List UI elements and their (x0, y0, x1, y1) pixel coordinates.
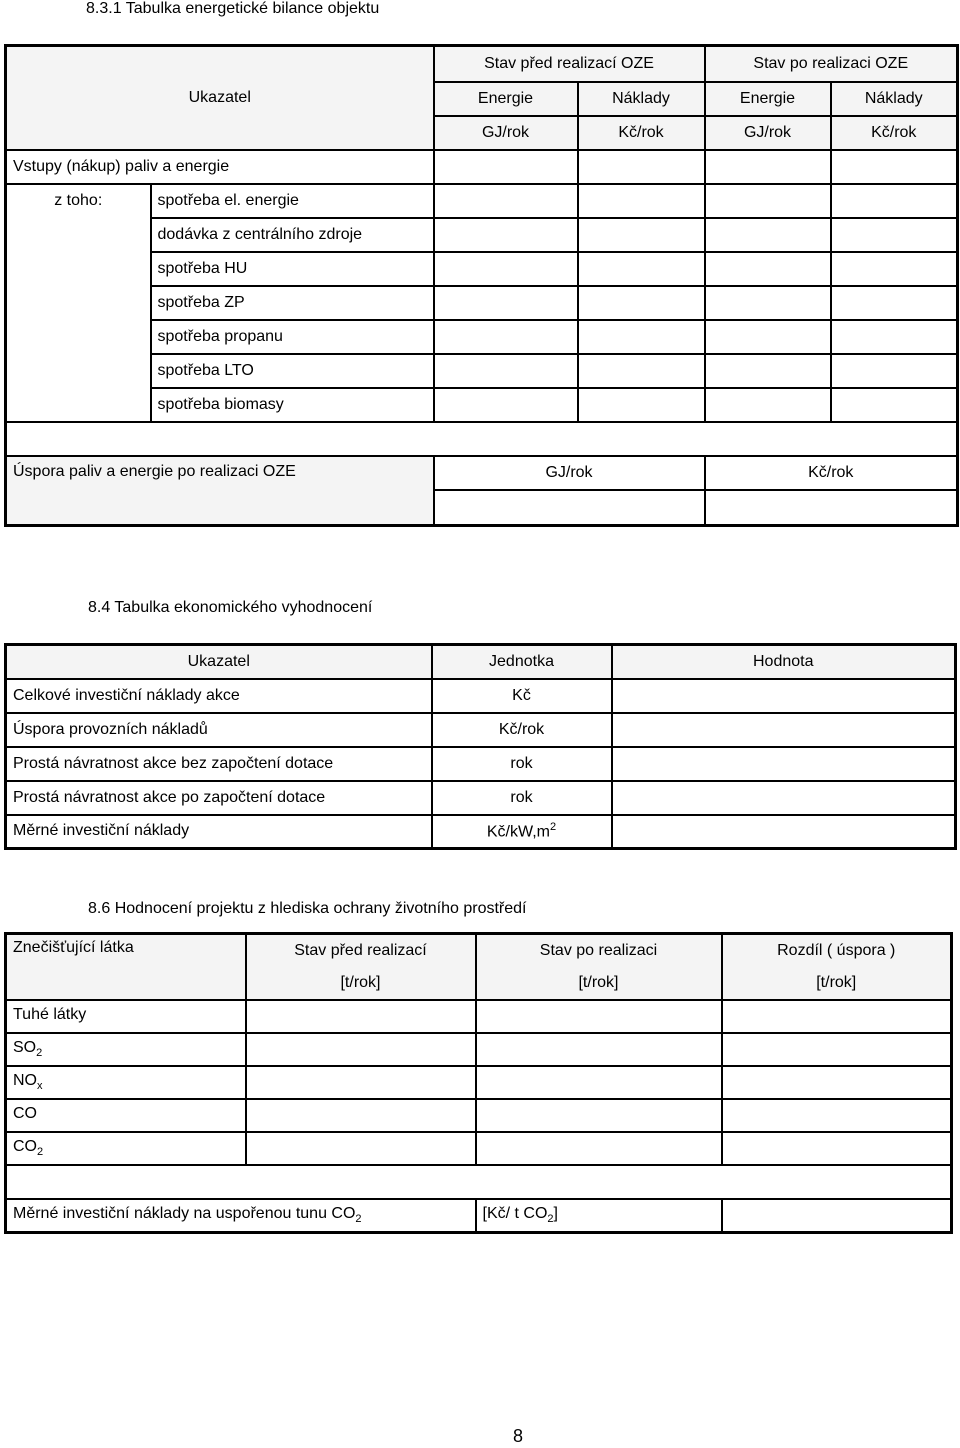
value-cell (246, 1000, 476, 1033)
value-cell (578, 218, 705, 252)
value-cell (434, 184, 578, 218)
vstupy-label: Vstupy (nákup) paliv a energie (6, 150, 434, 184)
value-cell (434, 252, 578, 286)
value-cell (612, 747, 956, 781)
row-label: spotřeba HU (151, 252, 434, 286)
row-label: spotřeba biomasy (151, 388, 434, 422)
pollutant-sub: 2 (36, 1047, 43, 1060)
value-cell (476, 1066, 722, 1099)
value-cell (476, 1033, 722, 1066)
value-cell (246, 1033, 476, 1066)
pollutant-label (6, 1099, 246, 1132)
value-cell (722, 1000, 952, 1033)
value-cell (476, 1099, 722, 1132)
row-label: spotřeba propanu (151, 320, 434, 354)
pollutant-name: CO (13, 1104, 37, 1122)
pollutant-label (6, 1132, 246, 1165)
value-cell (705, 286, 831, 320)
unit-kc-pred: Kč/rok (578, 116, 705, 150)
row-unit (432, 815, 612, 849)
value-cell (722, 1099, 952, 1132)
unit-sup: 2 (549, 821, 557, 834)
env-table-title: 8.6 Hodnocení projektu z hlediska ochrany životního prostředí (88, 900, 527, 917)
value-cell (831, 320, 958, 354)
value-cell (722, 1199, 952, 1233)
measure-label (6, 1199, 476, 1233)
economic-table-title: 8.4 Tabulka ekonomického vyhodnocení (88, 599, 373, 616)
value-cell (578, 184, 705, 218)
value-cell (434, 218, 578, 252)
pollutant-name: NO (13, 1071, 37, 1089)
measure-unit-sub: 2 (547, 1213, 554, 1226)
row-unit: Kč (432, 679, 612, 713)
page-number: 8 (513, 1426, 524, 1446)
value-cell (831, 388, 958, 422)
energy-balance-table (4, 44, 959, 527)
value-cell (831, 286, 958, 320)
value-cell (578, 150, 705, 184)
value-cell (612, 679, 956, 713)
header-naklady-pred: Náklady (578, 82, 705, 116)
value-cell (434, 388, 578, 422)
value-cell (722, 1132, 952, 1165)
value-cell (434, 286, 578, 320)
environment-table (4, 932, 953, 1234)
row-label: spotřeba LTO (151, 354, 434, 388)
unit-kc-po: Kč/rok (831, 116, 958, 150)
pollutant-label (6, 1066, 246, 1099)
value-cell (578, 354, 705, 388)
value-cell (246, 1132, 476, 1165)
value-cell (705, 252, 831, 286)
value-cell (705, 320, 831, 354)
unit-po: [t/rok] (476, 967, 722, 1000)
unit-rozdil: [t/rok] (722, 967, 952, 1000)
value-cell (578, 320, 705, 354)
pollutant-sub: x (37, 1080, 43, 1093)
header-hodnota: Hodnota (612, 645, 956, 679)
uspora-kc-header: Kč/rok (705, 456, 958, 490)
value-cell (831, 354, 958, 388)
unit-pred: [t/rok] (246, 967, 476, 1000)
row-label: Celkové investiční náklady akce (6, 679, 432, 713)
value-cell (434, 354, 578, 388)
energy-table-title: 8.3.1 Tabulka energetické bilance objektu (86, 0, 380, 17)
value-cell (705, 388, 831, 422)
row-label: Měrné investiční náklady (6, 815, 432, 849)
economic-table (4, 643, 957, 850)
header-stav-po: Stav po realizaci (476, 934, 722, 967)
unit-gj-po: GJ/rok (705, 116, 831, 150)
header-ukazatel: Ukazatel (6, 46, 434, 150)
value-cell (434, 320, 578, 354)
header-stav-pred: Stav před realizací (246, 934, 476, 967)
row-unit: rok (432, 781, 612, 815)
header-energie-pred: Energie (434, 82, 578, 116)
row-unit: rok (432, 747, 612, 781)
row-label: Prostá návratnost akce bez započtení dotace (6, 747, 432, 781)
pollutant-name: SO (13, 1038, 37, 1056)
value-cell (476, 1000, 722, 1033)
row-label: Úspora provozních nákladů (6, 713, 432, 747)
header-rozdil: Rozdíl ( úspora ) (722, 934, 952, 967)
row-label: spotřeba el. energie (151, 184, 434, 218)
measure-text: Měrné investiční náklady na uspořenou tunu CO (13, 1205, 356, 1223)
value-cell (612, 781, 956, 815)
header-energie-po: Energie (705, 82, 831, 116)
pollutant-sub: 2 (37, 1146, 44, 1159)
spacer-row (6, 1165, 952, 1199)
value-cell (246, 1066, 476, 1099)
value-cell (722, 1066, 952, 1099)
pollutant-name: CO (13, 1137, 37, 1155)
uspora-kc-value (705, 490, 958, 526)
unit-text: Kč/kW,m (486, 823, 550, 841)
value-cell (578, 286, 705, 320)
value-cell (434, 150, 578, 184)
measure-unit-end: ] (553, 1205, 558, 1223)
z-toho-label: z toho: (6, 184, 151, 422)
pollutant-name: Tuhé látky (13, 1005, 87, 1023)
row-label: Prostá návratnost akce po započtení dotace (6, 781, 432, 815)
measure-unit-text: [Kč/ t CO (482, 1205, 548, 1223)
value-cell (831, 252, 958, 286)
value-cell (831, 150, 958, 184)
value-cell (705, 150, 831, 184)
value-cell (612, 815, 956, 849)
value-cell (705, 218, 831, 252)
measure-unit (476, 1199, 722, 1233)
header-stav-po: Stav po realizaci OZE (705, 46, 958, 82)
uspora-gj-value (434, 490, 705, 526)
measure-sub: 2 (355, 1213, 362, 1226)
row-label: dodávka z centrálního zdroje (151, 218, 434, 252)
value-cell (612, 713, 956, 747)
value-cell (578, 388, 705, 422)
row-unit: Kč/rok (432, 713, 612, 747)
value-cell (476, 1132, 722, 1165)
uspora-gj-header: GJ/rok (434, 456, 705, 490)
header-jednotka: Jednotka (432, 645, 612, 679)
value-cell (831, 184, 958, 218)
header-naklady-po: Náklady (831, 82, 958, 116)
spacer-row (6, 422, 958, 456)
value-cell (831, 218, 958, 252)
value-cell (578, 252, 705, 286)
header-ukazatel: Ukazatel (6, 645, 432, 679)
pollutant-label (6, 1033, 246, 1066)
uspora-label: Úspora paliv a energie po realizaci OZE (6, 456, 434, 526)
header-stav-pred: Stav před realizací OZE (434, 46, 705, 82)
header-latka: Znečišťující látka (6, 934, 246, 1000)
value-cell (705, 354, 831, 388)
unit-gj-pred: GJ/rok (434, 116, 578, 150)
value-cell (705, 184, 831, 218)
value-cell (246, 1099, 476, 1132)
value-cell (722, 1033, 952, 1066)
row-label: spotřeba ZP (151, 286, 434, 320)
pollutant-label (6, 1000, 246, 1033)
